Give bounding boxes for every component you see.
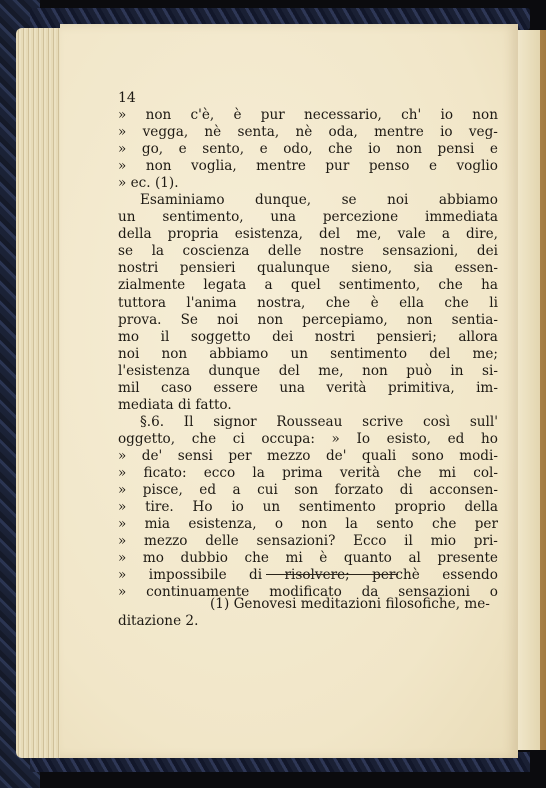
text-line: tuttora l'anima nostra, che è ella che li (118, 294, 498, 311)
text-line: » continuamente modificato da sensazioni o (118, 584, 498, 601)
text-line: mo il soggetto dei nostri pensieri; allora (118, 328, 498, 345)
text-line: prova. Se noi non percepiamo, non sentia- (118, 311, 498, 328)
text-line: » impossibile di risolvere; perchè essendo (118, 567, 498, 584)
text-line: della propria esistenza, del me, vale a dire, (118, 226, 498, 243)
text-line: » go, e sento, e odo, che io non pensi e (118, 141, 498, 158)
footnote-line: ditazione 2. (118, 613, 199, 630)
footnote-divider (266, 574, 398, 575)
text-line: » tire. Ho io un sentimento proprio della (118, 499, 498, 516)
text-line: Esaminiamo dunque, se noi abbiamo (140, 192, 498, 209)
footnote-line: (1) Genovesi meditazioni filosofiche, me- (210, 596, 490, 612)
text-line: un sentimento, una percezione immediata (118, 209, 498, 226)
text-line: » ficato: ecco la prima verità che mi col- (118, 464, 498, 481)
text-line: » non voglia, mentre pur penso e voglio (118, 158, 498, 175)
text-line: mil caso essere una verità primitiva, im- (118, 379, 498, 396)
next-page-sliver (516, 30, 540, 750)
text-line: » ec. (1). (118, 175, 179, 192)
text-line: noi non abbiamo un sentimento del me; (118, 345, 498, 362)
text-line: l'esistenza dunque del me, non può in si- (118, 362, 498, 379)
text-line: mediata di fatto. (118, 396, 232, 413)
page-number: 14 (118, 90, 136, 106)
text-line: zialmente legata a quel sentimento, che ha (118, 277, 498, 294)
text-line: nostri pensieri qualunque sieno, sia essen- (118, 260, 498, 277)
text-line: » pisce, ed a cui son forzato di acconsen- (118, 482, 498, 499)
footnote (118, 596, 498, 630)
text-line: » vegga, nè senta, nè oda, mentre io veg- (118, 124, 498, 141)
text-line: » mia esistenza, o non la sento che per (118, 516, 498, 533)
text-line: se la coscienza delle nostre sensazioni, dei (118, 243, 498, 260)
text-line: » mo dubbio che mi è quanto al presente (118, 550, 498, 567)
page-body (118, 90, 498, 601)
text-line: » non c'è, è pur necessario, ch' io non (118, 107, 498, 123)
text-line: oggetto, che ci occupa: » Io esisto, ed ho (118, 430, 498, 447)
text-line: » mezzo delle sensazioni? Ecco il mio pri- (118, 533, 498, 550)
text-line: §.6. Il signor Rousseau scrive così sull' (140, 413, 498, 430)
text-line: » de' sensi per mezzo de' quali sono modi- (118, 447, 498, 464)
